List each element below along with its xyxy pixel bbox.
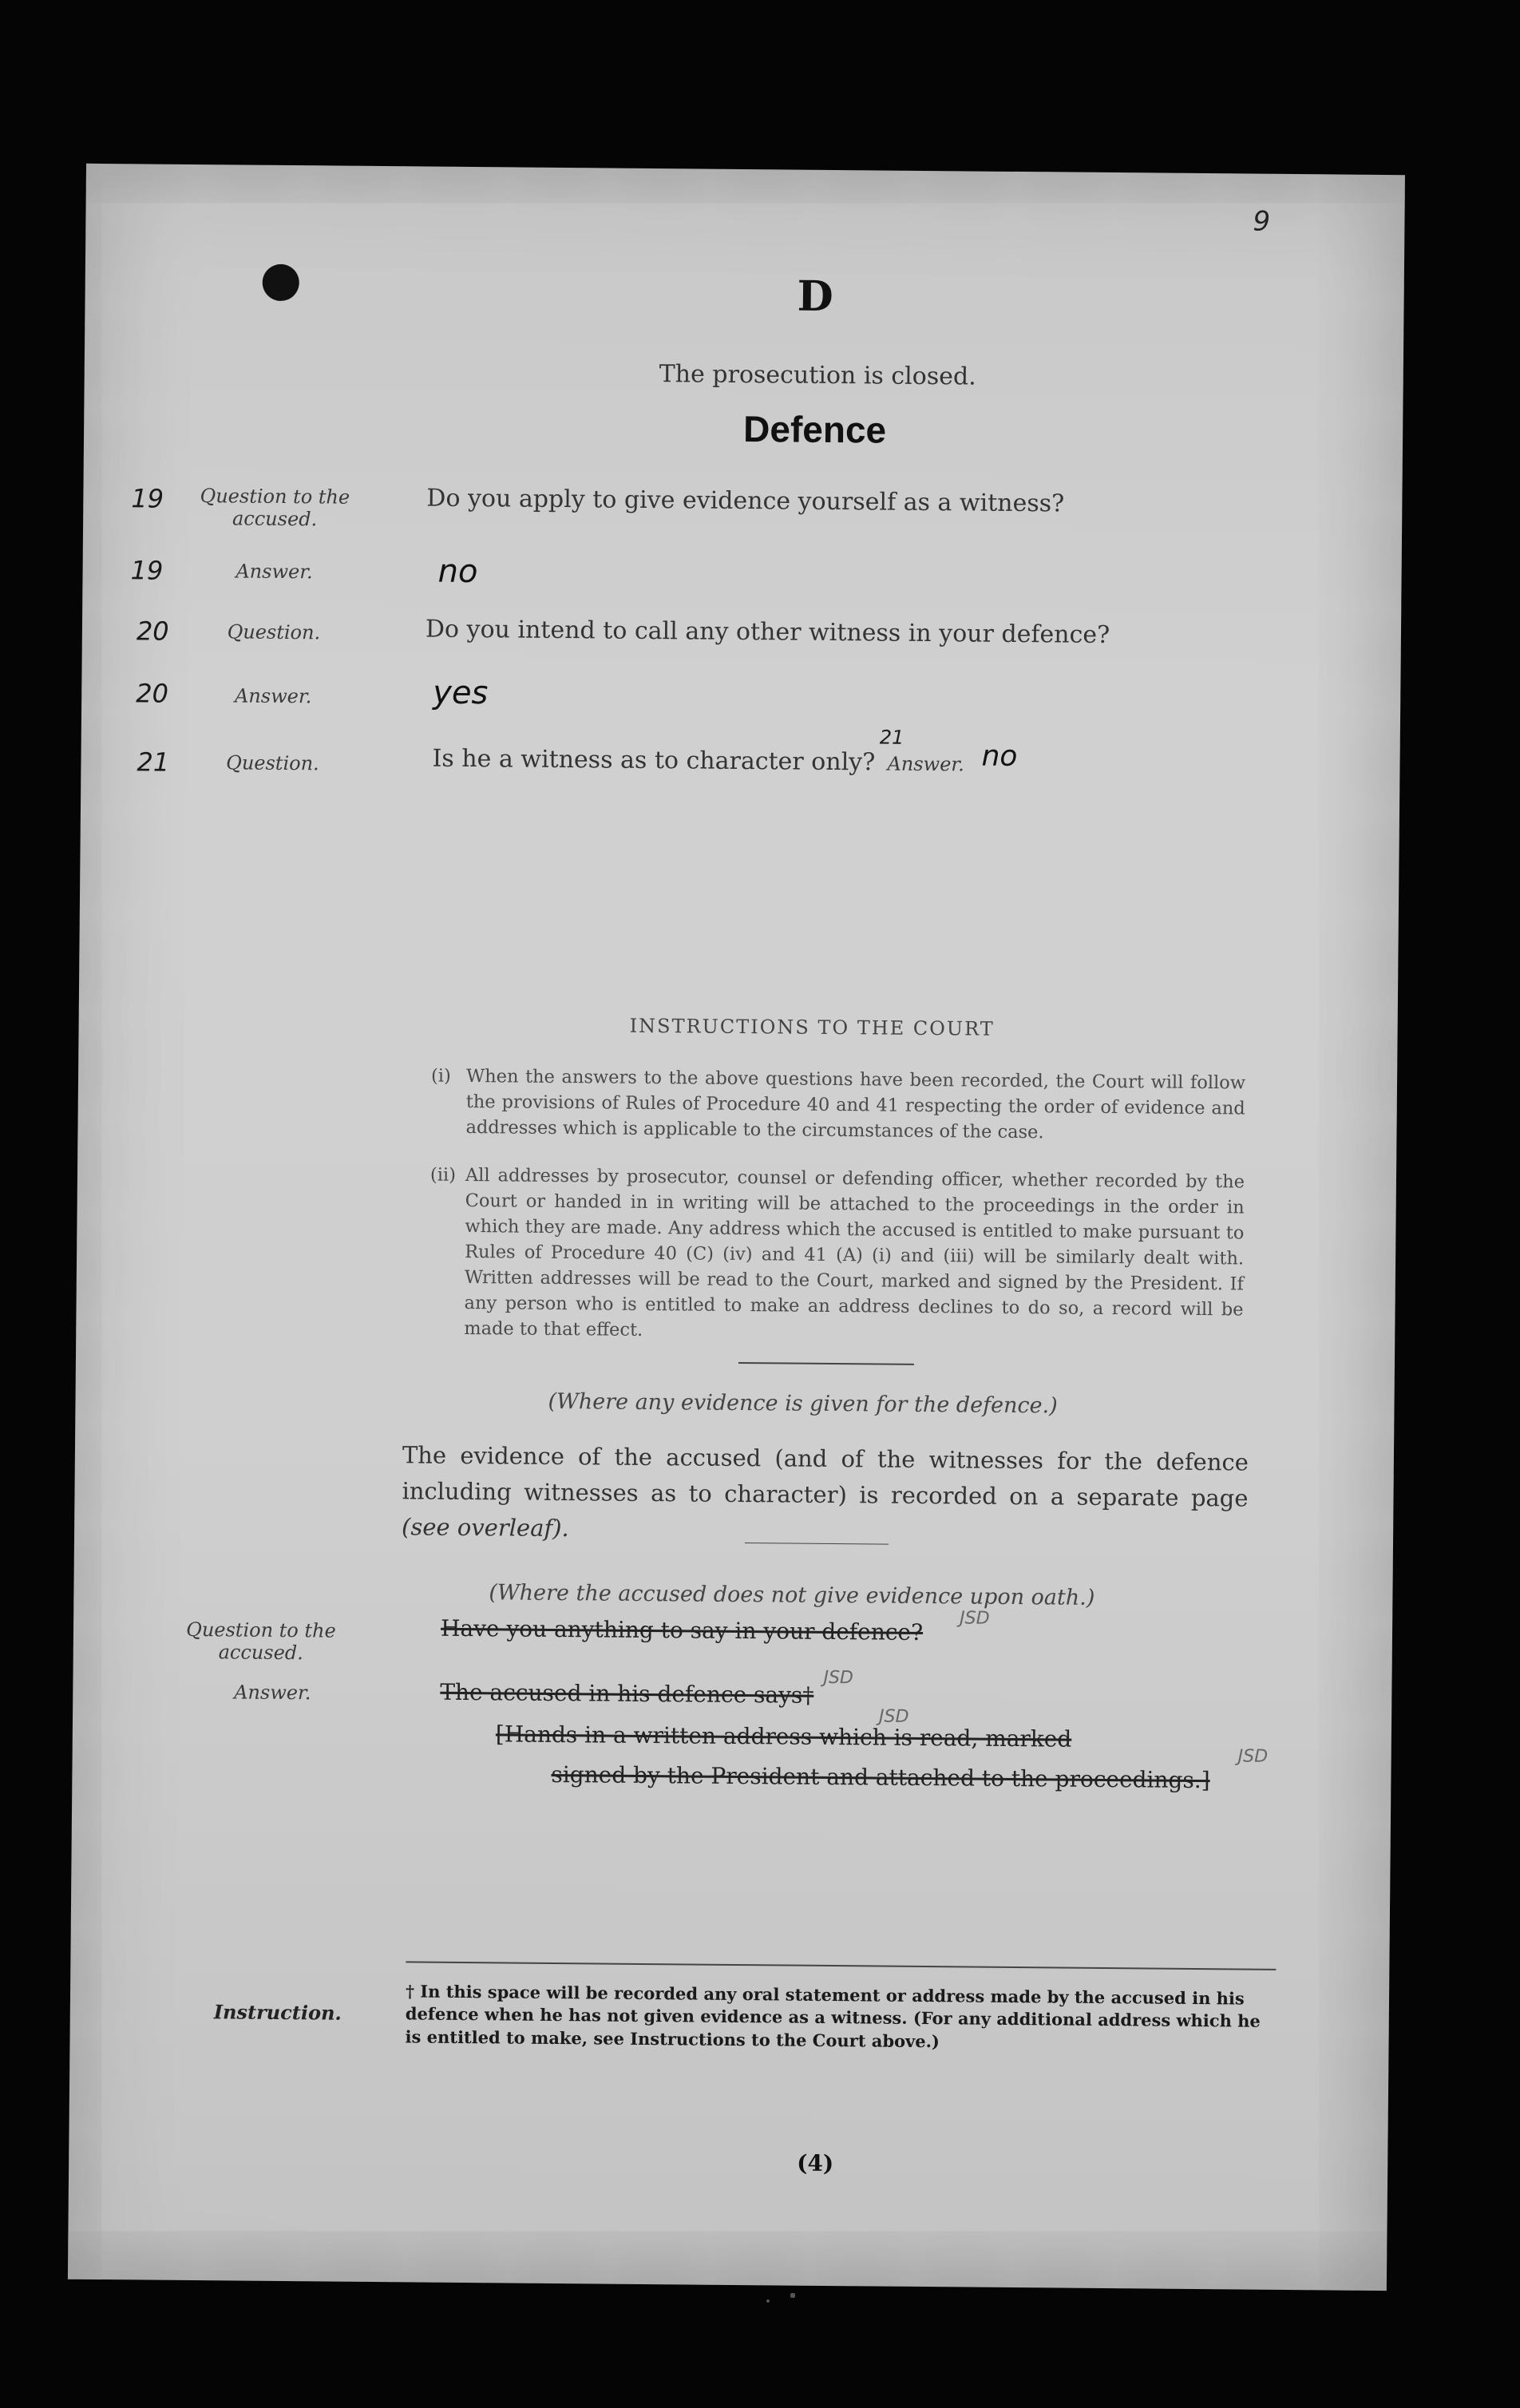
where-no-oath-note: (Where the accused does not give evidence upon oath.)	[489, 1580, 1095, 1610]
footnote-rule	[406, 1961, 1276, 1970]
instructions-heading: INSTRUCTIONS TO THE COURT	[629, 1014, 995, 1040]
instruction-number: (i)	[430, 1065, 451, 1087]
struck-answer: The accused in his defence says†	[440, 1678, 814, 1709]
instruction-text: All addresses by prosecutor, counsel or defending officer, whether recorded by the Court or handed in in writing will be attached to the proceedings in the order in which they are made. Any address which the accused is entitled to make pursuant to Rules of Procedure 40 (C) (iv) and 41 (A) (i) and (iii) will be similarly dealt with. Written addresses will be read to the Court, marked and signed by the President. If any person who is entitled to make an address declines to do so, a record will be made to that effect.	[464, 1164, 1245, 1341]
scan-speck	[790, 2293, 795, 2298]
struck-hands-in-line1: [Hands in a written address which is read, marked	[495, 1721, 1072, 1753]
question-label: Question.	[227, 620, 321, 644]
initials: JSD	[878, 1706, 909, 1727]
answer-label: Answer.	[236, 560, 313, 584]
where-evidence-note: (Where any evidence is given for the defence.)	[548, 1388, 1058, 1419]
punch-hole	[263, 264, 299, 301]
handwritten-answer: yes	[433, 674, 489, 712]
answer-label: Answer.	[234, 684, 312, 708]
divider	[738, 1362, 914, 1365]
prosecution-closed-text: The prosecution is closed.	[659, 360, 976, 391]
instruction-text: When the answers to the above questions have been recorded, the Court will follow the provisions of Rules of Procedure 40 and 41 respecting the order of evidence and addresses which is applicable to the circumstances of the case.	[465, 1065, 1246, 1143]
handwritten-page-number: 9	[1253, 205, 1271, 238]
handwritten-answer: no	[981, 739, 1018, 773]
initials: JSD	[960, 1608, 990, 1629]
initials: JSD	[1237, 1746, 1269, 1767]
instruction-number: (ii)	[429, 1164, 457, 1186]
row-number: 21	[137, 747, 170, 778]
page-title: Defence	[742, 407, 887, 451]
instruction-item	[430, 1064, 1245, 1148]
evidence-see-note: (see overleaf).	[401, 1513, 569, 1543]
scan-speck	[766, 2299, 770, 2303]
answer-label: Answer.	[234, 1681, 311, 1705]
question-label: Question.	[226, 751, 319, 775]
initials: JSD	[823, 1667, 854, 1689]
question-text: Do you apply to give evidence yourself as a witness?	[426, 484, 1065, 518]
row-number: 20	[136, 678, 169, 709]
evidence-text: The evidence of the accused (and of the witnesses for the defence including witnesses as to character) is recorded on a separate page	[402, 1441, 1249, 1512]
section-letter: D	[797, 271, 833, 321]
document-page	[68, 164, 1405, 2291]
question-label: Question to the accused.	[200, 485, 350, 530]
question-text: Do you intend to call any other witness in your defence?	[425, 615, 1110, 650]
question-label: Question to the accused.	[186, 1618, 336, 1664]
struck-question: Have you anything to say in your defence?	[440, 1614, 924, 1646]
handwritten-answer: no	[437, 552, 478, 591]
inline-row-number: 21	[879, 726, 904, 749]
evidence-paragraph	[402, 1437, 1249, 1552]
row-number: 19	[131, 483, 164, 514]
row-number: 20	[136, 616, 169, 647]
footnote-text: † In this space will be recorded any oral statement or address made by the accused in his defence when he has not given evidence as a witness. (For any additional address which he is entitled to make, see Instructions to the Court above.)	[405, 1981, 1261, 2051]
instruction-item	[429, 1163, 1245, 1349]
instruction-label: Instruction.	[213, 2000, 342, 2025]
printed-page-number: (4)	[797, 2149, 834, 2177]
inline-answer-label: Answer.	[887, 752, 964, 776]
struck-hands-in-line2: signed by the President and attached to the proceedings.]	[551, 1760, 1210, 1794]
question-text: Is he a witness as to character only?	[432, 744, 876, 777]
row-number: 19	[130, 555, 164, 586]
